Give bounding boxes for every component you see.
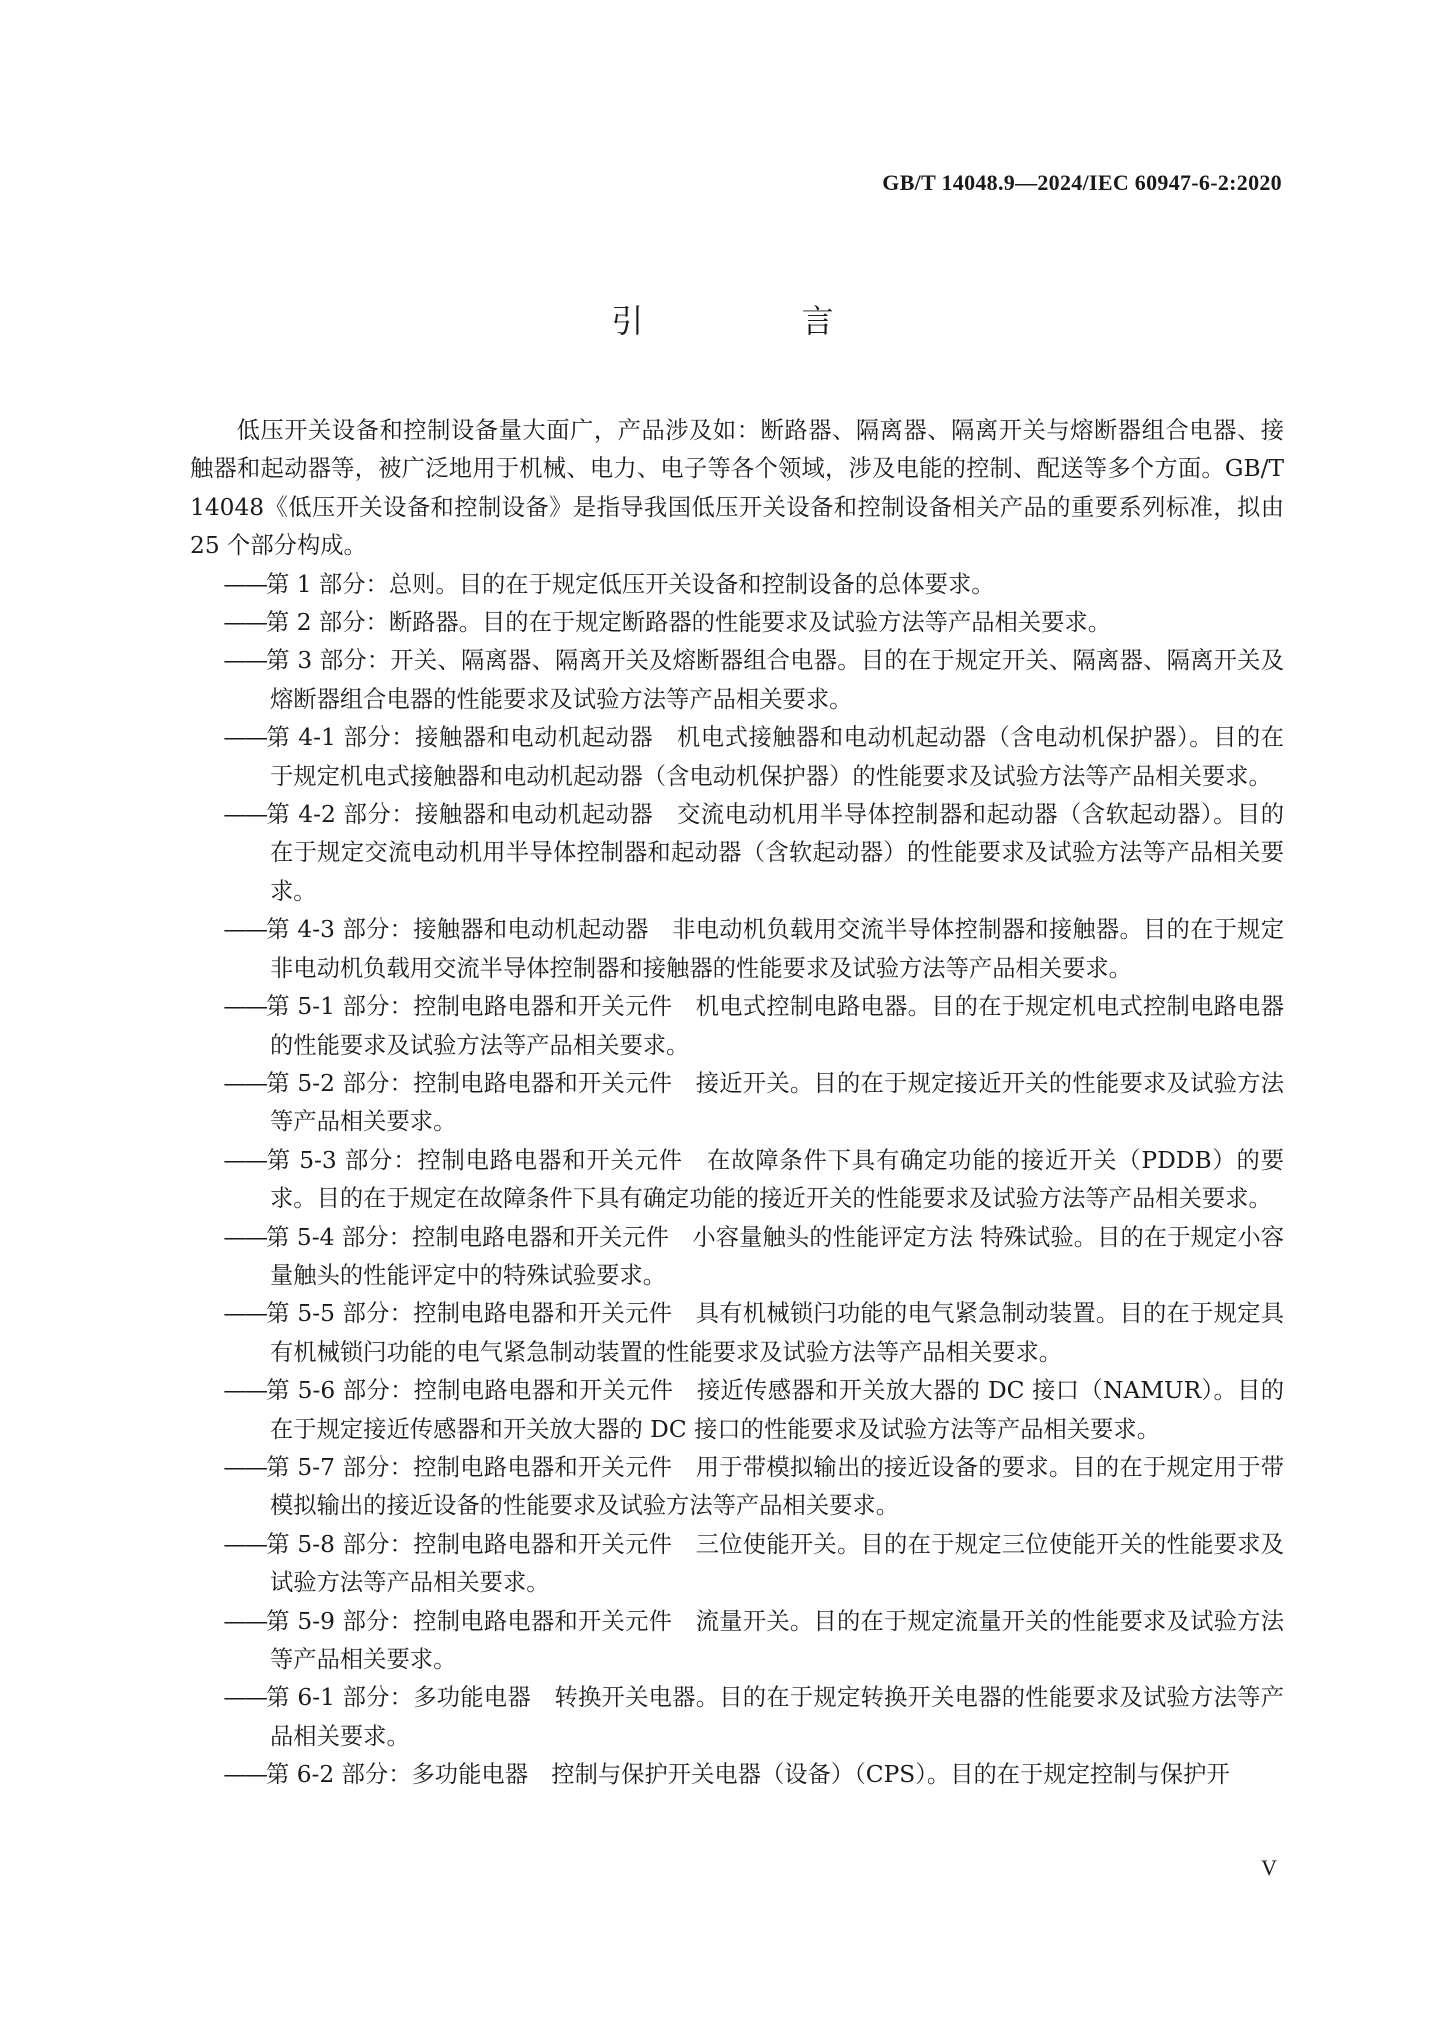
standard-number-header: GB/T 14048.9—2024/IEC 60947-6-2:2020	[882, 170, 1282, 195]
dash-marker: ——	[223, 1377, 266, 1405]
dash-marker: ——	[223, 1069, 266, 1097]
part-text: 第 6-1 部分：多功能电器 转换开关电器。目的在于规定转换开关电器的性能要求及试验方法等产品相关要求。	[266, 1684, 1284, 1750]
list-item	[190, 1526, 1284, 1603]
list-item	[190, 1295, 1284, 1372]
list-item	[190, 604, 1284, 642]
dash-marker: ——	[223, 1684, 266, 1712]
list-item	[190, 1372, 1284, 1449]
dash-marker: ——	[223, 724, 266, 752]
part-text: 第 5-1 部分：控制电路电器和开关元件 机电式控制电路电器。目的在于规定机电式控制电路电器的性能要求及试验方法等产品相关要求。	[266, 993, 1284, 1059]
dash-marker: ——	[223, 570, 266, 598]
dash-marker: ——	[223, 609, 266, 637]
list-item	[190, 911, 1284, 988]
intro-paragraph: 低压开关设备和控制设备量大面广，产品涉及如：断路器、隔离器、隔离开关与熔断器组合电器、接触器和起动器等，被广泛地用于机械、电力、电子等各个领域，涉及电能的控制、配送等多个方面。GB/T 14048《低压开关设备和控制设备》是指导我国低压开关设备和控制设备相关产品的重要系列标准，拟由 25 个部分构成。	[190, 417, 1284, 560]
part-text: 第 3 部分：开关、隔离器、隔离开关及熔断器组合电器。目的在于规定开关、隔离器、隔离开关及熔断器组合电器的性能要求及试验方法等产品相关要求。	[266, 647, 1284, 713]
list-item	[190, 1679, 1284, 1756]
introduction-body	[190, 412, 1284, 1795]
part-text: 第 5-5 部分：控制电路电器和开关元件 具有机械锁闩功能的电气紧急制动装置。目的在于规定具有机械锁闩功能的电气紧急制动装置的性能要求及试验方法等产品相关要求。	[266, 1300, 1284, 1366]
list-item	[190, 1449, 1284, 1526]
part-text: 第 2 部分：断路器。目的在于规定断路器的性能要求及试验方法等产品相关要求。	[266, 609, 1112, 637]
list-item	[190, 1756, 1284, 1794]
part-text: 第 4-3 部分：接触器和电动机起动器 非电动机负载用交流半导体控制器和接触器。目的在于规定非电动机负载用交流半导体控制器和接触器的性能要求及试验方法等产品相关要求。	[266, 916, 1284, 982]
dash-marker: ——	[223, 1607, 266, 1635]
part-text: 第 4-1 部分：接触器和电动机起动器 机电式接触器和电动机起动器（含电动机保护器）。目的在于规定机电式接触器和电动机起动器（含电动机保护器）的性能要求及试验方法等产品相关要求。	[266, 724, 1284, 790]
dash-marker: ——	[223, 993, 266, 1021]
list-item	[190, 796, 1284, 911]
dash-marker: ——	[223, 1453, 266, 1481]
dash-marker: ——	[223, 1761, 266, 1789]
part-text: 第 5-3 部分：控制电路电器和开关元件 在故障条件下具有确定功能的接近开关（PDDB）的要求。目的在于规定在故障条件下具有确定功能的接近开关的性能要求及试验方法等产品相关要求。	[266, 1146, 1284, 1213]
page-number: V	[1261, 1855, 1277, 1880]
part-text: 第 5-7 部分：控制电路电器和开关元件 用于带模拟输出的接近设备的要求。目的在于规定用于带模拟输出的接近设备的性能要求及试验方法等产品相关要求。	[266, 1453, 1284, 1520]
list-item	[190, 1603, 1284, 1680]
dash-marker: ——	[223, 1530, 266, 1558]
part-text: 第 5-9 部分：控制电路电器和开关元件 流量开关。目的在于规定流量开关的性能要求及试验方法等产品相关要求。	[266, 1607, 1284, 1673]
list-item	[190, 1142, 1284, 1219]
list-item	[190, 719, 1284, 796]
list-item	[190, 1065, 1284, 1142]
dash-marker: ——	[223, 1223, 266, 1251]
dash-marker: ——	[223, 916, 266, 944]
list-item	[190, 642, 1284, 719]
dash-marker: ——	[223, 801, 266, 829]
list-item	[190, 1219, 1284, 1296]
dash-marker: ——	[223, 647, 266, 675]
part-text: 第 5-2 部分：控制电路电器和开关元件 接近开关。目的在于规定接近开关的性能要求及试验方法等产品相关要求。	[266, 1069, 1284, 1136]
dash-marker: ——	[223, 1146, 266, 1174]
list-item	[190, 566, 1284, 604]
part-text: 第 6-2 部分：多功能电器 控制与保护开关电器（设备）（CPS）。目的在于规定控制与保护开	[266, 1761, 1230, 1789]
list-item	[190, 988, 1284, 1065]
part-text: 第 5-8 部分：控制电路电器和开关元件 三位使能开关。目的在于规定三位使能开关的性能要求及试验方法等产品相关要求。	[266, 1530, 1284, 1597]
part-text: 第 5-6 部分：控制电路电器和开关元件 接近传感器和开关放大器的 DC 接口（NAMUR）。目的在于规定接近传感器和开关放大器的 DC 接口的性能要求及试验方法等产品相关要求。	[266, 1377, 1284, 1443]
part-text: 第 4-2 部分：接触器和电动机起动器 交流电动机用半导体控制器和起动器（含软起动器）。目的在于规定交流电动机用半导体控制器和起动器（含软起动器）的性能要求及试验方法等产品相关要求。	[266, 801, 1284, 905]
part-text: 第 5-4 部分：控制电路电器和开关元件 小容量触头的性能评定方法 特殊试验。目的在于规定小容量触头的性能评定中的特殊试验要求。	[266, 1223, 1284, 1289]
parts-list	[190, 566, 1284, 1795]
dash-marker: ——	[223, 1300, 266, 1328]
part-text: 第 1 部分：总则。目的在于规定低压开关设备和控制设备的总体要求。	[266, 570, 995, 598]
page-title: 引 言	[611, 302, 908, 340]
